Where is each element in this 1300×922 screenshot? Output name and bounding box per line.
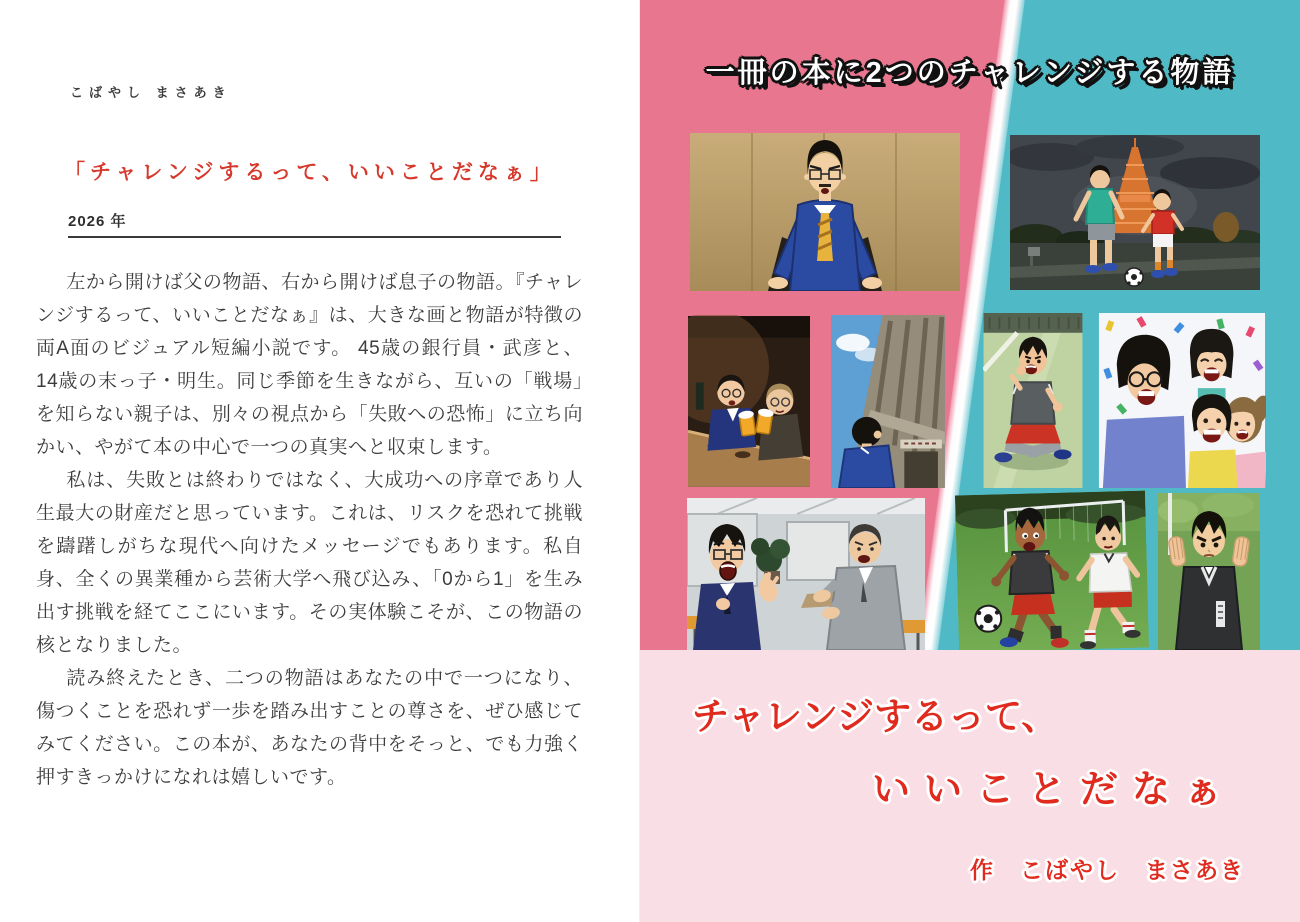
panel-night-soccer xyxy=(1010,135,1260,290)
bank-building-illustration xyxy=(828,315,948,488)
panel-boy-shouting xyxy=(983,313,1083,488)
book-description xyxy=(36,266,583,794)
publication-year: 2026 年 xyxy=(68,213,127,230)
panel-soccer-duel xyxy=(955,491,1149,650)
cover-author-credit: 作 こばやし まさあき xyxy=(970,857,1245,883)
boy-shouting-illustration xyxy=(983,313,1083,488)
panel-family-celebration xyxy=(1098,313,1266,488)
closing-paragraph: 読み終えたとき、二つの物語はあなたの中で一つになり、傷つくことを恐れず一歩を踏み出すことの尊さを、ぜひ感じてみてください。この本が、あなたの背中をそっと、でも力強く押すきっかけになれは嬉しいです。 xyxy=(36,668,583,788)
panel-office-confrontation xyxy=(687,498,925,650)
izakaya-toast-illustration xyxy=(688,315,810,488)
determined-boy-illustration xyxy=(1158,493,1260,650)
book-title: 「チャレンジするって、いいことだなぁ」 xyxy=(64,161,556,184)
panel-bank-building xyxy=(828,315,948,488)
family-celebration-illustration xyxy=(1098,313,1266,488)
cover-art-area xyxy=(640,0,1300,650)
cover-title-line2: いいことだなぁ xyxy=(872,769,1237,811)
office-confrontation-illustration xyxy=(687,498,925,650)
cover-title-band xyxy=(640,650,1300,922)
book-cover xyxy=(640,0,1300,922)
author-name: こばやし まさあき xyxy=(70,85,232,100)
cover-tagline: 一冊の本に2つのチャレンジする物語 xyxy=(705,57,1235,89)
synopsis-paragraph: 左から開けば父の物語、右から開けば息子の物語。『チャレンジするって、いいことだなぁ』は、大きな画と物語が特徴の両A面のビジュアル短編小説です。 45歳の銀行員・武彦と、14歳の末っ子・明生。同じ季節を生きながら、互いの「戦場」を知らない親子は、別々の視点から「失敗への恐怖」に立ち向かい、やがて本の中心で一つの真実へと収束します。 xyxy=(36,272,583,458)
author-message-paragraph: 私は、失敗とは終わりではなく、大成功への序章であり人生最大の財産だと思っています。これは、リスクを恐れて挑戦を躊躇しがちな現代へ向けたメッセージでもあります。私自身、全くの異業種から芸術大学へ飛び込み、「0から1」を生み出す挑戦を経てここにいます。その実体験こそが、この物語の核となりました。 xyxy=(36,470,583,656)
cover-title-line1: チャレンジするって、 xyxy=(692,696,1059,737)
night-soccer-illustration xyxy=(1010,135,1260,290)
left-page xyxy=(0,0,640,922)
soccer-duel-illustration xyxy=(955,491,1149,650)
father-at-desk-illustration xyxy=(690,133,960,291)
horizontal-rule xyxy=(68,236,561,238)
panel-determined-boy xyxy=(1158,493,1260,650)
panel-izakaya-toast xyxy=(688,315,810,488)
panel-father-at-desk xyxy=(690,133,960,291)
